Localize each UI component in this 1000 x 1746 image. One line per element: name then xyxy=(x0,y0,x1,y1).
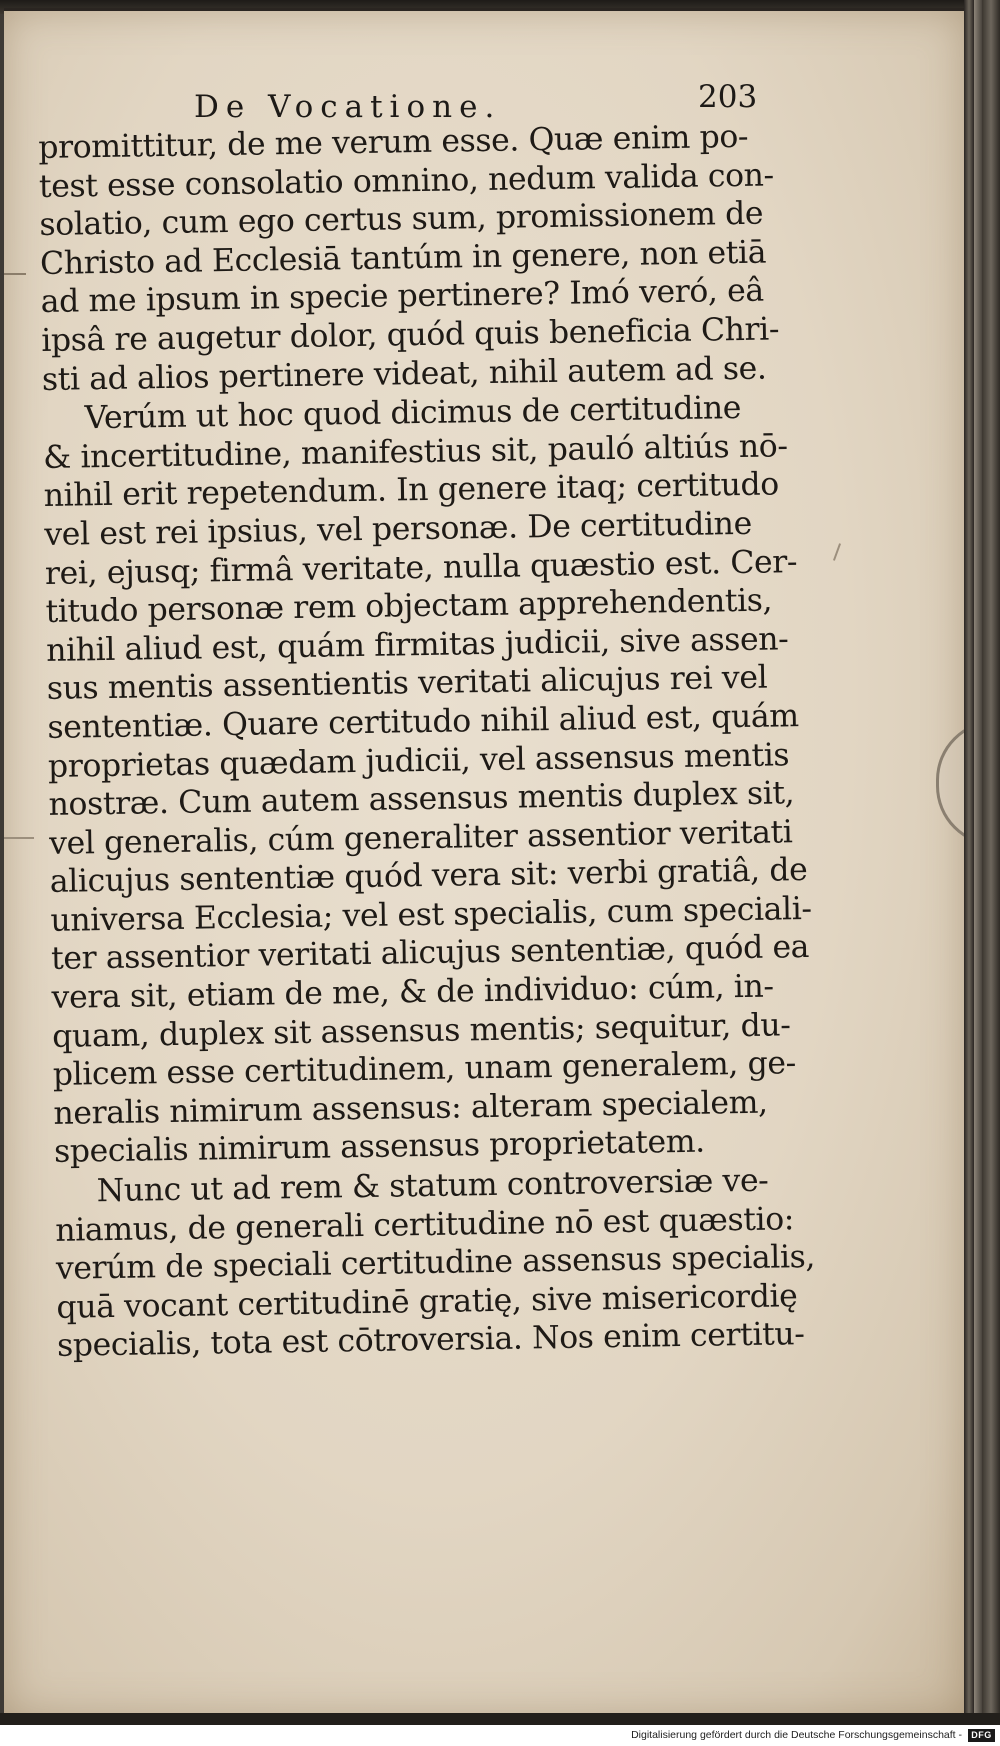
text-line: niamus, de generali certitudine nō est quæstio: xyxy=(55,1200,795,1249)
funding-credit: Digitalisierung gefördert durch die Deutsche Forschungsgemeinschaft - xyxy=(631,1729,962,1741)
text-line: specialis nimirum assensus proprietatem. xyxy=(53,1124,706,1171)
text-line: solatio, cum ego certus sum, promissionem de xyxy=(39,195,764,244)
text-line: specialis, tota est cōtroversia. Nos enim certitu- xyxy=(56,1316,805,1365)
text-line: nihil aliud est, quám firmitas judicii, sive assen- xyxy=(45,620,789,669)
text-line: nostræ. Cum autem assensus mentis duplex sit, xyxy=(48,775,795,824)
text-line: quam, duplex sit assensus mentis; sequitur, du- xyxy=(51,1006,791,1055)
book-page xyxy=(4,8,964,1716)
text-line: plicem esse certitudinem, unam generalem, ge- xyxy=(52,1045,797,1094)
text-line: promittitur, de me verum esse. Quæ enim po- xyxy=(38,118,749,166)
dfg-logo: DFG xyxy=(968,1729,995,1742)
text-line: ipsâ re augetur dolor, quód quis beneficia Chri- xyxy=(41,311,780,359)
scanner-bed-bottom xyxy=(0,1713,1000,1725)
text-line: nihil erit repetendum. In genere itaq; certitudo xyxy=(43,466,780,515)
text-line: proprietas quædam judicii, vel assensus mentis xyxy=(47,736,790,785)
text-line: universa Ecclesia; vel est specialis, cum speciali- xyxy=(50,890,812,939)
text-line: vera sit, etiam de me, & de individuo: cúm, in- xyxy=(51,968,774,1016)
page-edge xyxy=(982,0,1000,1720)
text-line: test esse consolatio omnino, nedum valida con- xyxy=(38,157,775,205)
text-line: Christo ad Ecclesiā tantúm in genere, non etiā xyxy=(39,234,767,282)
text-line: alicujus sententiæ quód vera sit: verbi gratiâ, de xyxy=(49,852,808,901)
page-edge xyxy=(964,0,974,1720)
text-line: verúm de speciali certitudine assensus specialis, xyxy=(55,1239,816,1288)
text-line: quā vocant certitudinē gratię, sive misericordię xyxy=(56,1278,798,1326)
text-line: titudo personæ rem objectam apprehendentis, xyxy=(45,582,773,631)
margin-mark xyxy=(4,837,34,839)
text-line: vel est rei ipsius, vel personæ. De certitudine xyxy=(44,505,753,553)
text-line: rei, ejusq; firmâ veritate, nulla quæstio est. Cer- xyxy=(44,543,798,592)
margin-mark xyxy=(4,273,26,275)
text-line: ter assentior veritati alicujus sententiæ, quód ea xyxy=(50,929,810,978)
text-line: neralis nimirum assensus: alteram specialem, xyxy=(53,1084,768,1132)
text-line: ad me ipsum in specie pertinere? Imó veró, eâ xyxy=(40,272,765,321)
page-edge xyxy=(974,0,982,1720)
page-number: 203 xyxy=(698,79,758,115)
text-line: & incertitudine, manifestius sit, pauló altiús nō- xyxy=(42,428,788,476)
text-line: vel generalis, cúm generaliter assentior veritati xyxy=(48,813,793,862)
body-text xyxy=(38,118,816,1366)
text-line: sus mentis assentientis veritati alicujus rei vel xyxy=(46,659,768,708)
text-line: sti ad alios pertinere videat, nihil autem ad se. xyxy=(41,350,767,398)
text-line: sententiæ. Quare certitudo nihil aliud est, quám xyxy=(47,698,800,746)
paragraph-start-line: Verúm ut hoc quod dicimus de certitudine xyxy=(84,390,742,437)
text-block xyxy=(38,117,817,1366)
margin-mark xyxy=(833,543,841,561)
paragraph-start-line: Nunc ut ad rem & statum controversiæ ve- xyxy=(96,1162,769,1210)
running-head: De Vocatione. xyxy=(194,89,502,125)
